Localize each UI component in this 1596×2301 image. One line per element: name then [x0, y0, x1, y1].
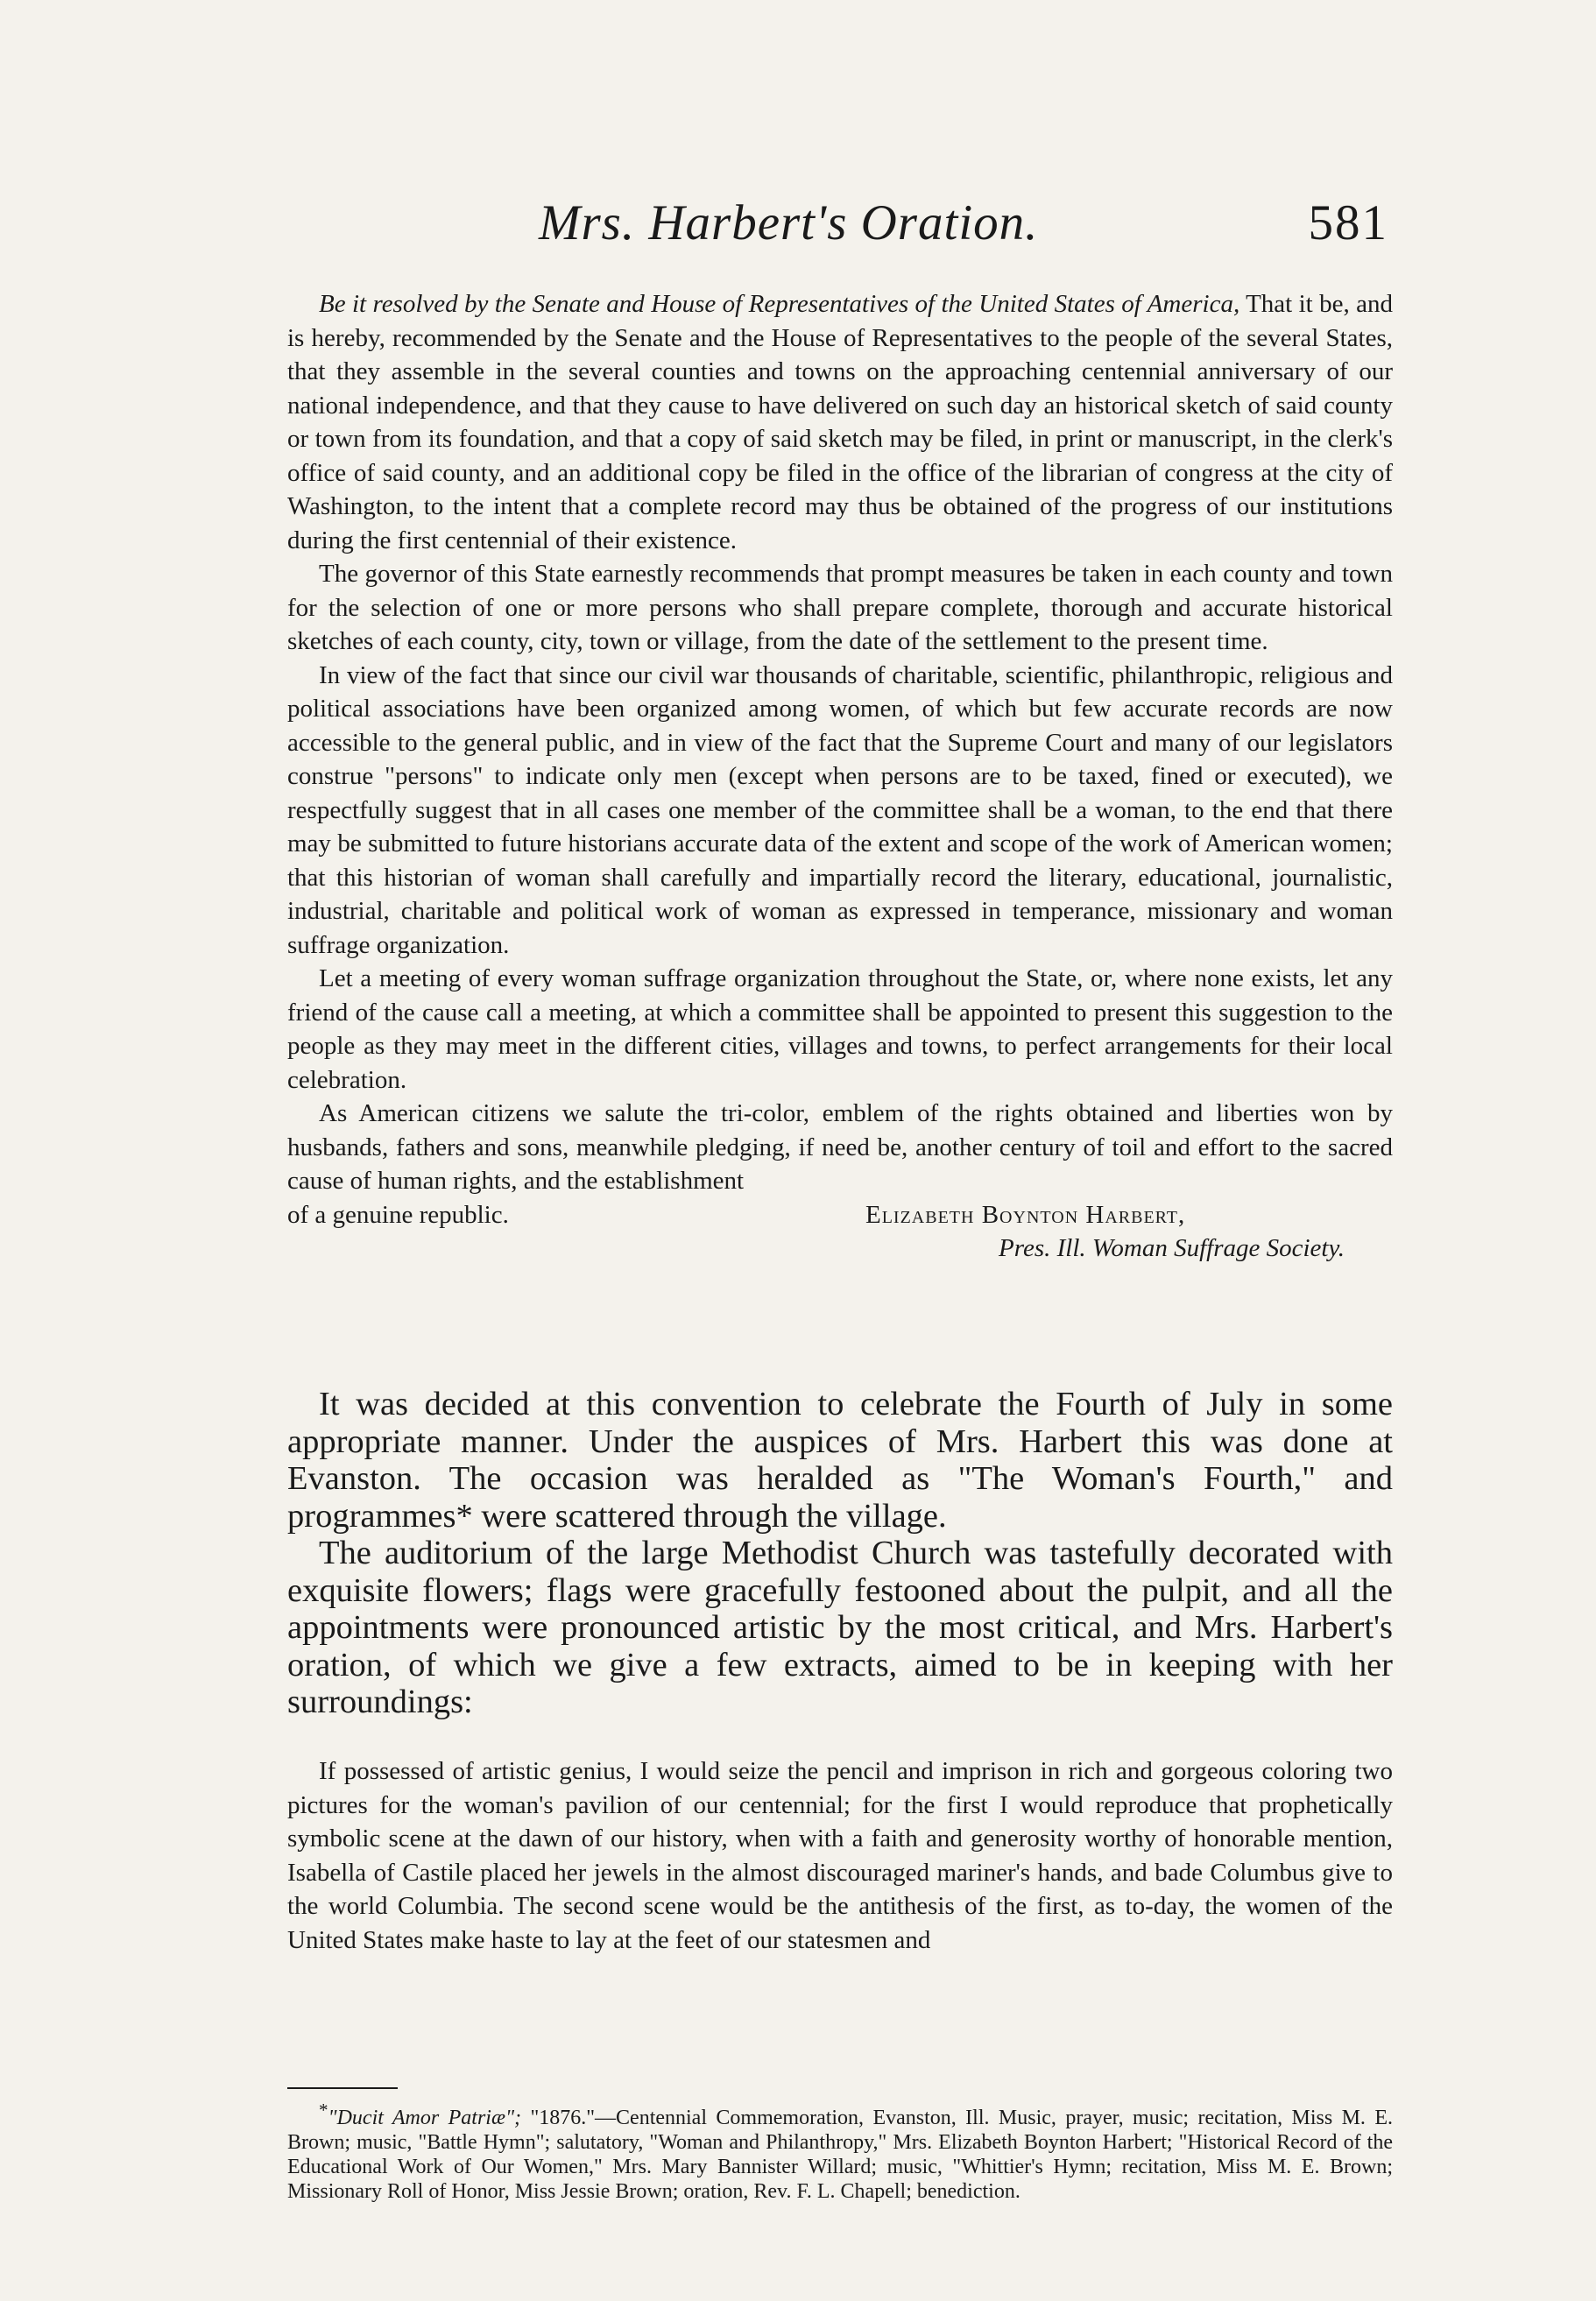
oration-paragraph: If possessed of artistic genius, I would seize the pencil and imprison in rich and gorgeous coloring two pictures for the woman's pavilion of our centennial; for the first I would reproduce that prophetically symbolic scene at the dawn of our history, when with a faith and generosity worthy of honorable mention, Isabella of Castile placed her jewels in the almost discouraged mariner's hands, and bade Columbus give to the world Columbia. The second scene would be the antithesis of the first, as to-day, the women of the United States make haste to lay at the feet of our statesmen and — [287, 1757, 1393, 1954]
narrative-text-end: were scattered through the village. — [472, 1497, 947, 1535]
signature-name: Elizabeth Boynton Harbert, — [865, 1200, 1186, 1229]
footnote-paragraph — [287, 2098, 1393, 2204]
resolution-text: That it be, and is hereby, recommended by the Senate and the House of Representatives to the people of the several States, that they assemble in the several counties and towns on the approaching centennial anniversary of our national independence, and that they cause to have delivered on such day an historical sketch of said county or town from its foundation, and that a copy of said sketch may be filed, in print or manuscript, in the clerk's office of said county, and an additional copy be filed in the office of the librarian of congress at the city of Washington, to the intent that a complete record may thus be obtained of the progress of our institutions during the first centennial of their existence. — [287, 290, 1393, 554]
closing-tail: of a genuine republic. — [287, 1200, 509, 1229]
narrative-block — [287, 1386, 1393, 1721]
closing-paragraph: As American citizens we salute the tri-color, emblem of the rights obtained and liberties won by husbands, fathers and sons, meanwhile pledging, if need be, another century of toil and effort to the sacred cause of human rights, and the establishment — [287, 1099, 1393, 1195]
footnote-mark: * — [319, 2100, 328, 2121]
running-head: Mrs. Harbert's Oration. — [539, 195, 1039, 251]
narrative-text: It was decided at this convention to celebrate the Fourth of July in some appropriate manner. Under the auspices of Mrs. Harbert this was done at Evanston. The occasion was heralded as "The Woman's Fourth," and programmes — [287, 1386, 1393, 1535]
signature-title: Pres. Ill. Woman Suffrage Society. — [999, 1233, 1345, 1262]
resolution-lead: Be it resolved by the Senate and House of Representatives of the United States of America, — [319, 290, 1240, 318]
footnote-text: "1876."—Centennial Commemoration, Evanston, Ill. Music, prayer, music; recitation, Miss M. E. Brown; music, "Battle Hymn"; salutatory, "Woman and Philanthropy," Mrs. Elizabeth Boynton Harbert; "Historical Record of the Educational Work of Our Women," Mrs. Mary Bannister Willard; music, "Whittier's Hymn; recitation, Miss M. E. Brown; Missionary Roll of Honor, Miss Jessie Brown; oration, Rev. F. L. Chapell; benediction. — [287, 2107, 1393, 2203]
governor-paragraph: The governor of this State earnestly recommends that prompt measures be taken in each county and town for the selection of one or more persons who shall prepare complete, thorough and accurate historical sketches of each county, city, town or village, from the date of the settlement to the present time. — [287, 560, 1393, 655]
signature-line — [287, 1198, 1393, 1232]
auditorium-paragraph: The auditorium of the large Methodist Church was tastefully decorated with exquisite flowers; flags were gracefully festooned about the pulpit, and all the appointments were pronounced artistic by the most critical, and Mrs. Harbert's oration, of which we give a few extracts, aimed to be in keeping with her surroundings: — [287, 1535, 1393, 1720]
resolution-paragraph — [287, 287, 1393, 557]
civil-war-paragraph: In view of the fact that since our civil war thousands of charitable, scientific, philanthropic, religious and political associations have been organized among women, of which but few accurate records are now accessible to the general public, and in view of the fact that the Supreme Court and many of our legislators construe "persons" to indicate only men (except when persons are to be taxed, fined or executed), we respectfully suggest that in all cases one member of the committee shall be a woman, to the end that there may be submitted to future historians accurate data of the extent and scope of the work of American women; that this historian of woman shall carefully and impartially record the literary, educational, journalistic, industrial, charitable and political work of woman as expressed in temperance, missionary and woman suffrage organization. — [287, 660, 1393, 959]
footnote-block — [287, 2098, 1393, 2204]
meeting-paragraph: Let a meeting of every woman suffrage organization throughout the State, or, where none exists, let any friend of the cause call a meeting, at which a committee shall be appointed to present this suggestion to the people as they may meet in the different cities, villages and towns, to perfect arrangements for their local celebration. — [287, 964, 1393, 1094]
resolution-block — [287, 287, 1393, 1265]
footnote-title: "Ducit Amor Patriæ"; — [328, 2107, 522, 2129]
page-number: 581 — [1308, 195, 1388, 251]
footnote-reference: * — [455, 1497, 473, 1535]
page-header — [320, 194, 1388, 273]
oration-extract-block — [287, 1754, 1393, 1957]
narrative-paragraph — [287, 1386, 1393, 1535]
footnote-rule — [287, 2087, 398, 2089]
